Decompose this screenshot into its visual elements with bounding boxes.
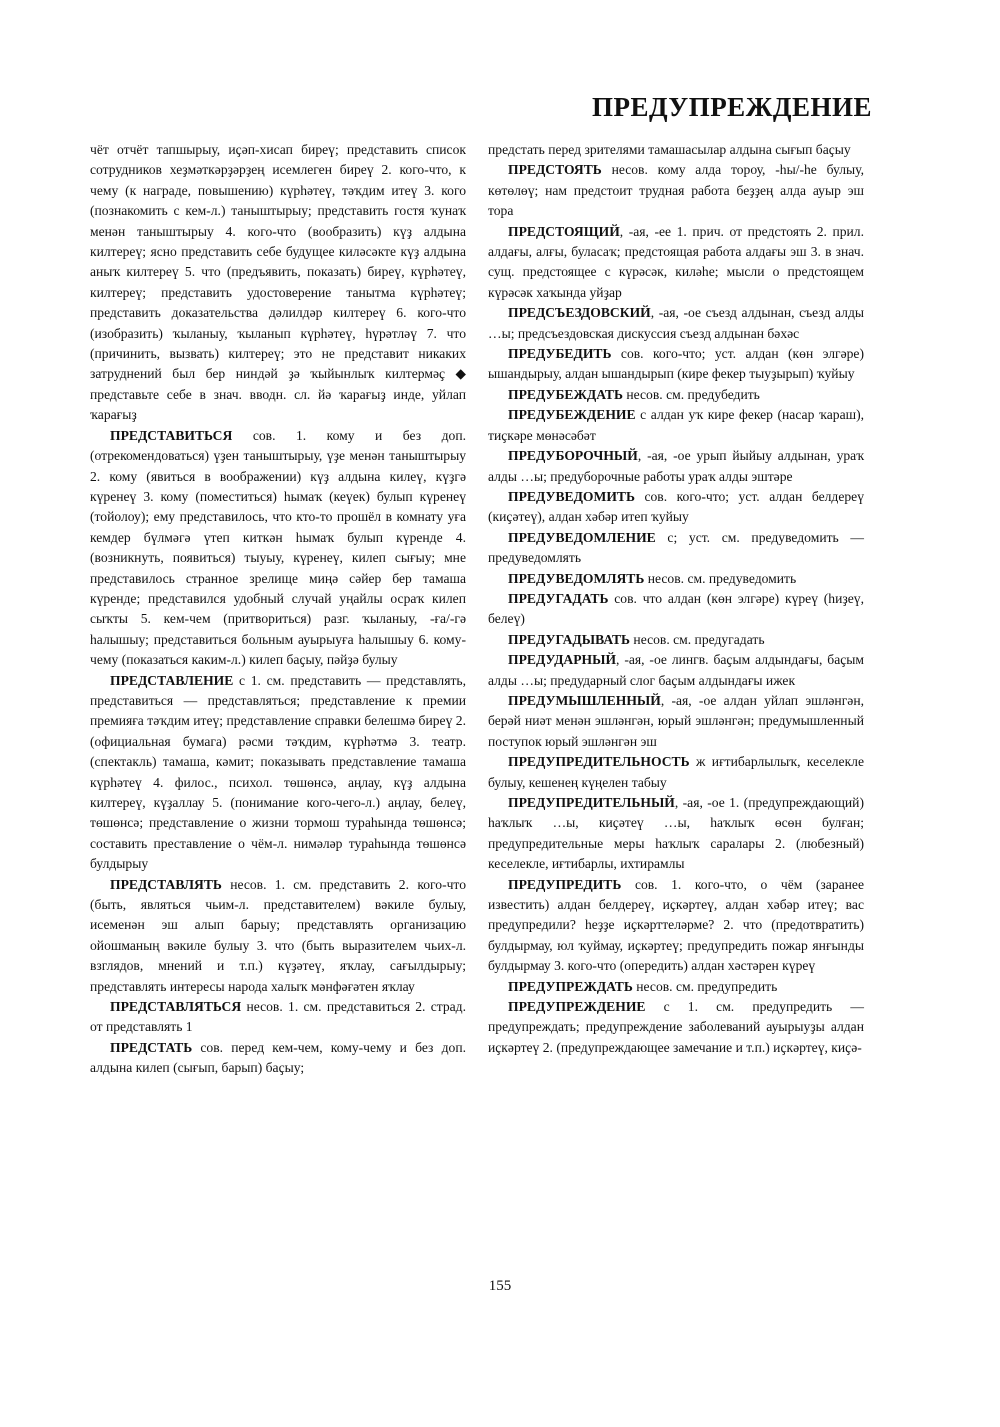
entry-headword: ПРЕДУПРЕДИТЬ	[508, 876, 622, 892]
entry-body: сов. что алдан (көн элгәре) күреү (һиҙеү, белеү)	[488, 590, 864, 627]
dictionary-entry	[90, 997, 466, 1038]
entry-body: сов. перед кем-чем, кому-чему и без доп. алдына килеп (сығып, барып) баҫыу;	[90, 1039, 466, 1076]
dictionary-entry	[488, 405, 864, 446]
dictionary-entry	[488, 160, 864, 221]
dictionary-entry	[488, 793, 864, 875]
entry-headword: ПРЕДУБЕДИТЬ	[508, 346, 612, 362]
entry-body: с; уст. см. предуведомить — предуведомлять	[488, 529, 864, 566]
entry-headword: ПРЕДСТАВЛЕНИЕ	[110, 672, 234, 688]
running-header: ПРЕДУПРЕЖДЕНИЕ	[591, 92, 872, 122]
dictionary-entry	[488, 752, 864, 793]
entry-body: с 1. см. предупредить — предупреждать; предупреждение заболеваний ауырыуҙы алдан иҫкәртеү 2. (предупреждающее замечание и т.п.) иҫкәртеү, киҫә-	[488, 999, 864, 1055]
entry-headword: ПРЕДУПРЕДИТЕЛЬНЫЙ	[508, 795, 675, 810]
entry-body: , -ая, -ое лингв. баҫым алдындағы, баҫым алды …ы; предударный слог баҫым алдындағы ижек	[488, 652, 864, 688]
entry-headword: ПРЕДУДАРНЫЙ	[508, 652, 617, 668]
dictionary-entry	[488, 222, 864, 304]
entry-body: , -ая, -ее 1. прич. от предстоять 2. прил. алдағы, алғы, буласаҡ; предстоящая работа алдағы эш 3. в знач. сущ. предстоящее с күрәсәк, киләһе; мысли о предстоящем күрәсәк хаҡында уйҙар	[488, 223, 864, 300]
entry-headword: ПРЕДУМЫШЛЕННЫЙ	[508, 692, 661, 708]
dictionary-entry	[488, 446, 864, 487]
entry-body: сов. 1. кому и без доп. (отрекомендоваться) үҙен таныштырыу, үҙе менән таныштырыу 2. кому (явиться в воображении) күҙ алдына килеү, күҙгә күренеү 3. кому (поместиться) һымаҡ (кеүек) булып күренеү (тойолоу); ему представилось, что кто-то прошёл в комнату уға кемдер бүлмәгә үтеп киткән һымаҡ булып күренде 4. (возникнуть, появиться) тыуыу, күренеү, килеп сығыу; мне представилось странное зрелище миңә сәйер бер тамаша күренде; представился удобный случай уңайлы осраҡ килеп сыҡты 5. кем-чем (притвориться) разг. ҡыланыу, -ға/-гә һалышыу; представиться больным ауырыуға һалышыу 6. кому-чему (показаться каким-л.) килеп баҫыу, пәйҙә булыу	[90, 427, 467, 668]
dictionary-entry	[488, 385, 864, 405]
entry-body: предстать перед зрителями тамашасылар алдына сығып баҫыу	[488, 142, 851, 157]
entry-body: несов. 1. см. представиться 2. страд. от представлять 1	[90, 999, 466, 1035]
entry-body: с 1. см. представить — представлять, представиться — представляться; представление к премии премияға тәҡдим итеү; представление справки белешмә биреү 2. (официальная бумага) рәсми тәҡдим, күрһәтмә 3. театр. (спектакль) тамаша, кәмит; показывать представление тамаша күрһәтеү 4. филос., психол. төшөнсә, аңлау, күҙ алдына килтереү, күҙаллау 5. (понимание кого-чего-л.) аңлау, белеү, төшөнсә; представление о жизни тормош тураһында төшөнсә; составить преставление о чём-л. нимәләр тураһында төшөнсә булдырыу	[90, 672, 466, 872]
dictionary-entry	[90, 875, 466, 997]
entry-headword: ПРЕДСТОЯТЬ	[508, 162, 602, 178]
entry-body: чёт отчёт тапшырыу, иҫәп-хисап биреү; представить список сотрудников хеҙмәткәрҙәрҙең исемлеген биреү 2. кого-что, к чему (к награде, повышению) күрһәтеү, тәҡдим итеү 3. кого (познакомить с кем-л.) таныштырыу; представить гостя ҡунаҡ менән таныштырыу 4. кого-что (вообразить) күҙ алдына килтереү; ясно представить себе будущее киләсәкте күҙ алдына аныҡ килтереү 5. что (предъявить, показать) биреү, күрһәтеү, килтереү; представить удостоверение танытма күрһәтеү; представить доказательства дәлилдәр килтереү 6. кого-что (изобразить) ҡыланыу, ҡыланып күрһәтеү, һүрәтләү 7. что (причинить, вызвать) килтереү; это не представит никаких затруднений был бер ниндәй ҙә ҡыйынлыҡ килтермәҫ ◆ представьте себе в знач. вводн. сл. йә ҡарағыҙ инде, уйлап ҡарағыҙ	[90, 142, 466, 423]
entry-headword: ПРЕДСТАВЛЯТЬСЯ	[110, 999, 242, 1015]
dictionary-entry	[488, 997, 864, 1058]
entry-headword: ПРЕДСТАТЬ	[110, 1039, 193, 1055]
entry-body: , -ая, -ое съезд алдынан, съезд алды …ы; предсъездовская дискуссия съезд алдынан бәхәс	[488, 305, 864, 341]
entry-headword: ПРЕДУПРЕЖДАТЬ	[508, 978, 633, 994]
entry-body: несов. см. предубедить	[626, 386, 760, 402]
entry-body: несов. см. предупредить	[636, 978, 778, 994]
dictionary-entry	[488, 650, 864, 691]
entry-headword: ПРЕДУПРЕЖДЕНИЕ	[508, 999, 646, 1015]
entry-body: сов. 1. кого-что, о чём (заранее известить) алдан белдереү, иҫкәртеү, алдан хәбәр итеү; вас предупредили? һеҙҙе иҫкәрттеләрме? 2. что (предотвратить) булдырмау, юл ҡуймау, иҫкәртеү; предупредить пожар янғынды булдырмау 3. кого-что (опередить) алдан хәстәрен күреү	[488, 876, 864, 974]
entry-body: несов. см. предугадать	[633, 631, 765, 647]
entry-headword: ПРЕДУГАДАТЬ	[508, 590, 609, 606]
dictionary-entry	[90, 140, 466, 426]
dictionary-entry	[488, 589, 864, 630]
dictionary-entry	[488, 691, 864, 752]
dictionary-entry	[488, 977, 864, 997]
entry-headword: ПРЕДУБЕЖДЕНИЕ	[508, 407, 636, 423]
entry-body: ж иғтибарлылыҡ, кеселекле булыу, кешенең күңелен табыу	[488, 754, 864, 790]
entry-headword: ПРЕДСЪЕЗДОВСКИЙ	[508, 305, 651, 321]
entry-headword: ПРЕДСТАВЛЯТЬ	[110, 876, 222, 892]
entry-headword: ПРЕДУВЕДОМЛЯТЬ	[508, 570, 645, 586]
right-column	[488, 140, 864, 1058]
entry-body: несов. кому алда тороу, -һы/-һе булыу, көтөлөү; нам предстоит трудная работа беҙҙең алда ауыр эш тора	[488, 162, 864, 219]
left-column	[90, 140, 466, 1079]
dictionary-entry	[90, 426, 466, 671]
entry-body: несов. см. предуведомить	[647, 570, 797, 586]
entry-body: несов. 1. см. представить 2. кого-что (быть, являться чьим-л. представителем) вәкиле булыу, исеменән эш алып барыу; представлять организацию ойошманың вәкиле булыу 3. что (быть выразителем чьих-л. взглядов, мнений и т.п.) күҙәтеү, яҡлау, сағылдырыу; представлять интересы народа халыҡ мәнфәғәтен яҡлау	[90, 876, 466, 994]
entry-headword: ПРЕДУПРЕДИТЕЛЬНОСТЬ	[508, 754, 690, 770]
dictionary-entry	[488, 875, 864, 977]
entry-body: сов. кого-что; уст. алдан (көн элгәре) ышандырыу, алдан ышандырып (кире фекер тыуҙырып) ҡуйыу	[488, 346, 864, 382]
entry-headword: ПРЕДУГАДЫВАТЬ	[508, 631, 631, 647]
dictionary-entry	[488, 630, 864, 650]
dictionary-entry	[488, 140, 864, 160]
page-number: 155	[488, 1278, 512, 1294]
entry-headword: ПРЕДУБОРОЧНЫЙ	[508, 448, 638, 464]
entry-body: , -ая, -ое урып йыйыу алдынан, ураҡ алды …ы; предуборочные работы ураҡ алды эштәре	[488, 448, 864, 484]
entry-body: сов. кого-что; уст. алдан белдереү (киҫәтеү), алдан хәбәр итеп ҡуйыу	[488, 488, 864, 525]
entry-body: , -ая, -ое алдан уйлап эшләнгән, берәй ниәт менән эшләнгән, юрый эшләнгән; предумышленный поступок юрый эшләнгән эш	[488, 692, 864, 749]
entry-headword: ПРЕДСТОЯЩИЙ	[508, 223, 620, 239]
entry-headword: ПРЕДСТАВИТЬСЯ	[110, 427, 233, 443]
entry-headword: ПРЕДУБЕЖДАТЬ	[508, 386, 623, 402]
dictionary-entry	[488, 528, 864, 569]
entry-body: , -ая, -ое 1. (предупреждающий) һаҡлыҡ …ы, киҫәтеү …ы, һаҡлыҡ өсөн булған; предупредительные меры һаҡлыҡ саралары 2. (любезный) кеселекле, иғтибарлы, ихтирамлы	[488, 795, 864, 872]
dictionary-entry	[488, 569, 864, 589]
entry-headword: ПРЕДУВЕДОМИТЬ	[508, 488, 635, 504]
dictionary-entry	[488, 487, 864, 528]
entry-headword: ПРЕДУВЕДОМЛЕНИЕ	[508, 529, 656, 545]
dictionary-entry	[90, 671, 466, 875]
dictionary-entry	[90, 1038, 466, 1079]
dictionary-entry	[488, 344, 864, 385]
dictionary-entry	[488, 303, 864, 344]
entry-body: с алдан уҡ кире фекер (насар ҡараш), тиҫкәре мөнәсәбәт	[488, 407, 864, 443]
